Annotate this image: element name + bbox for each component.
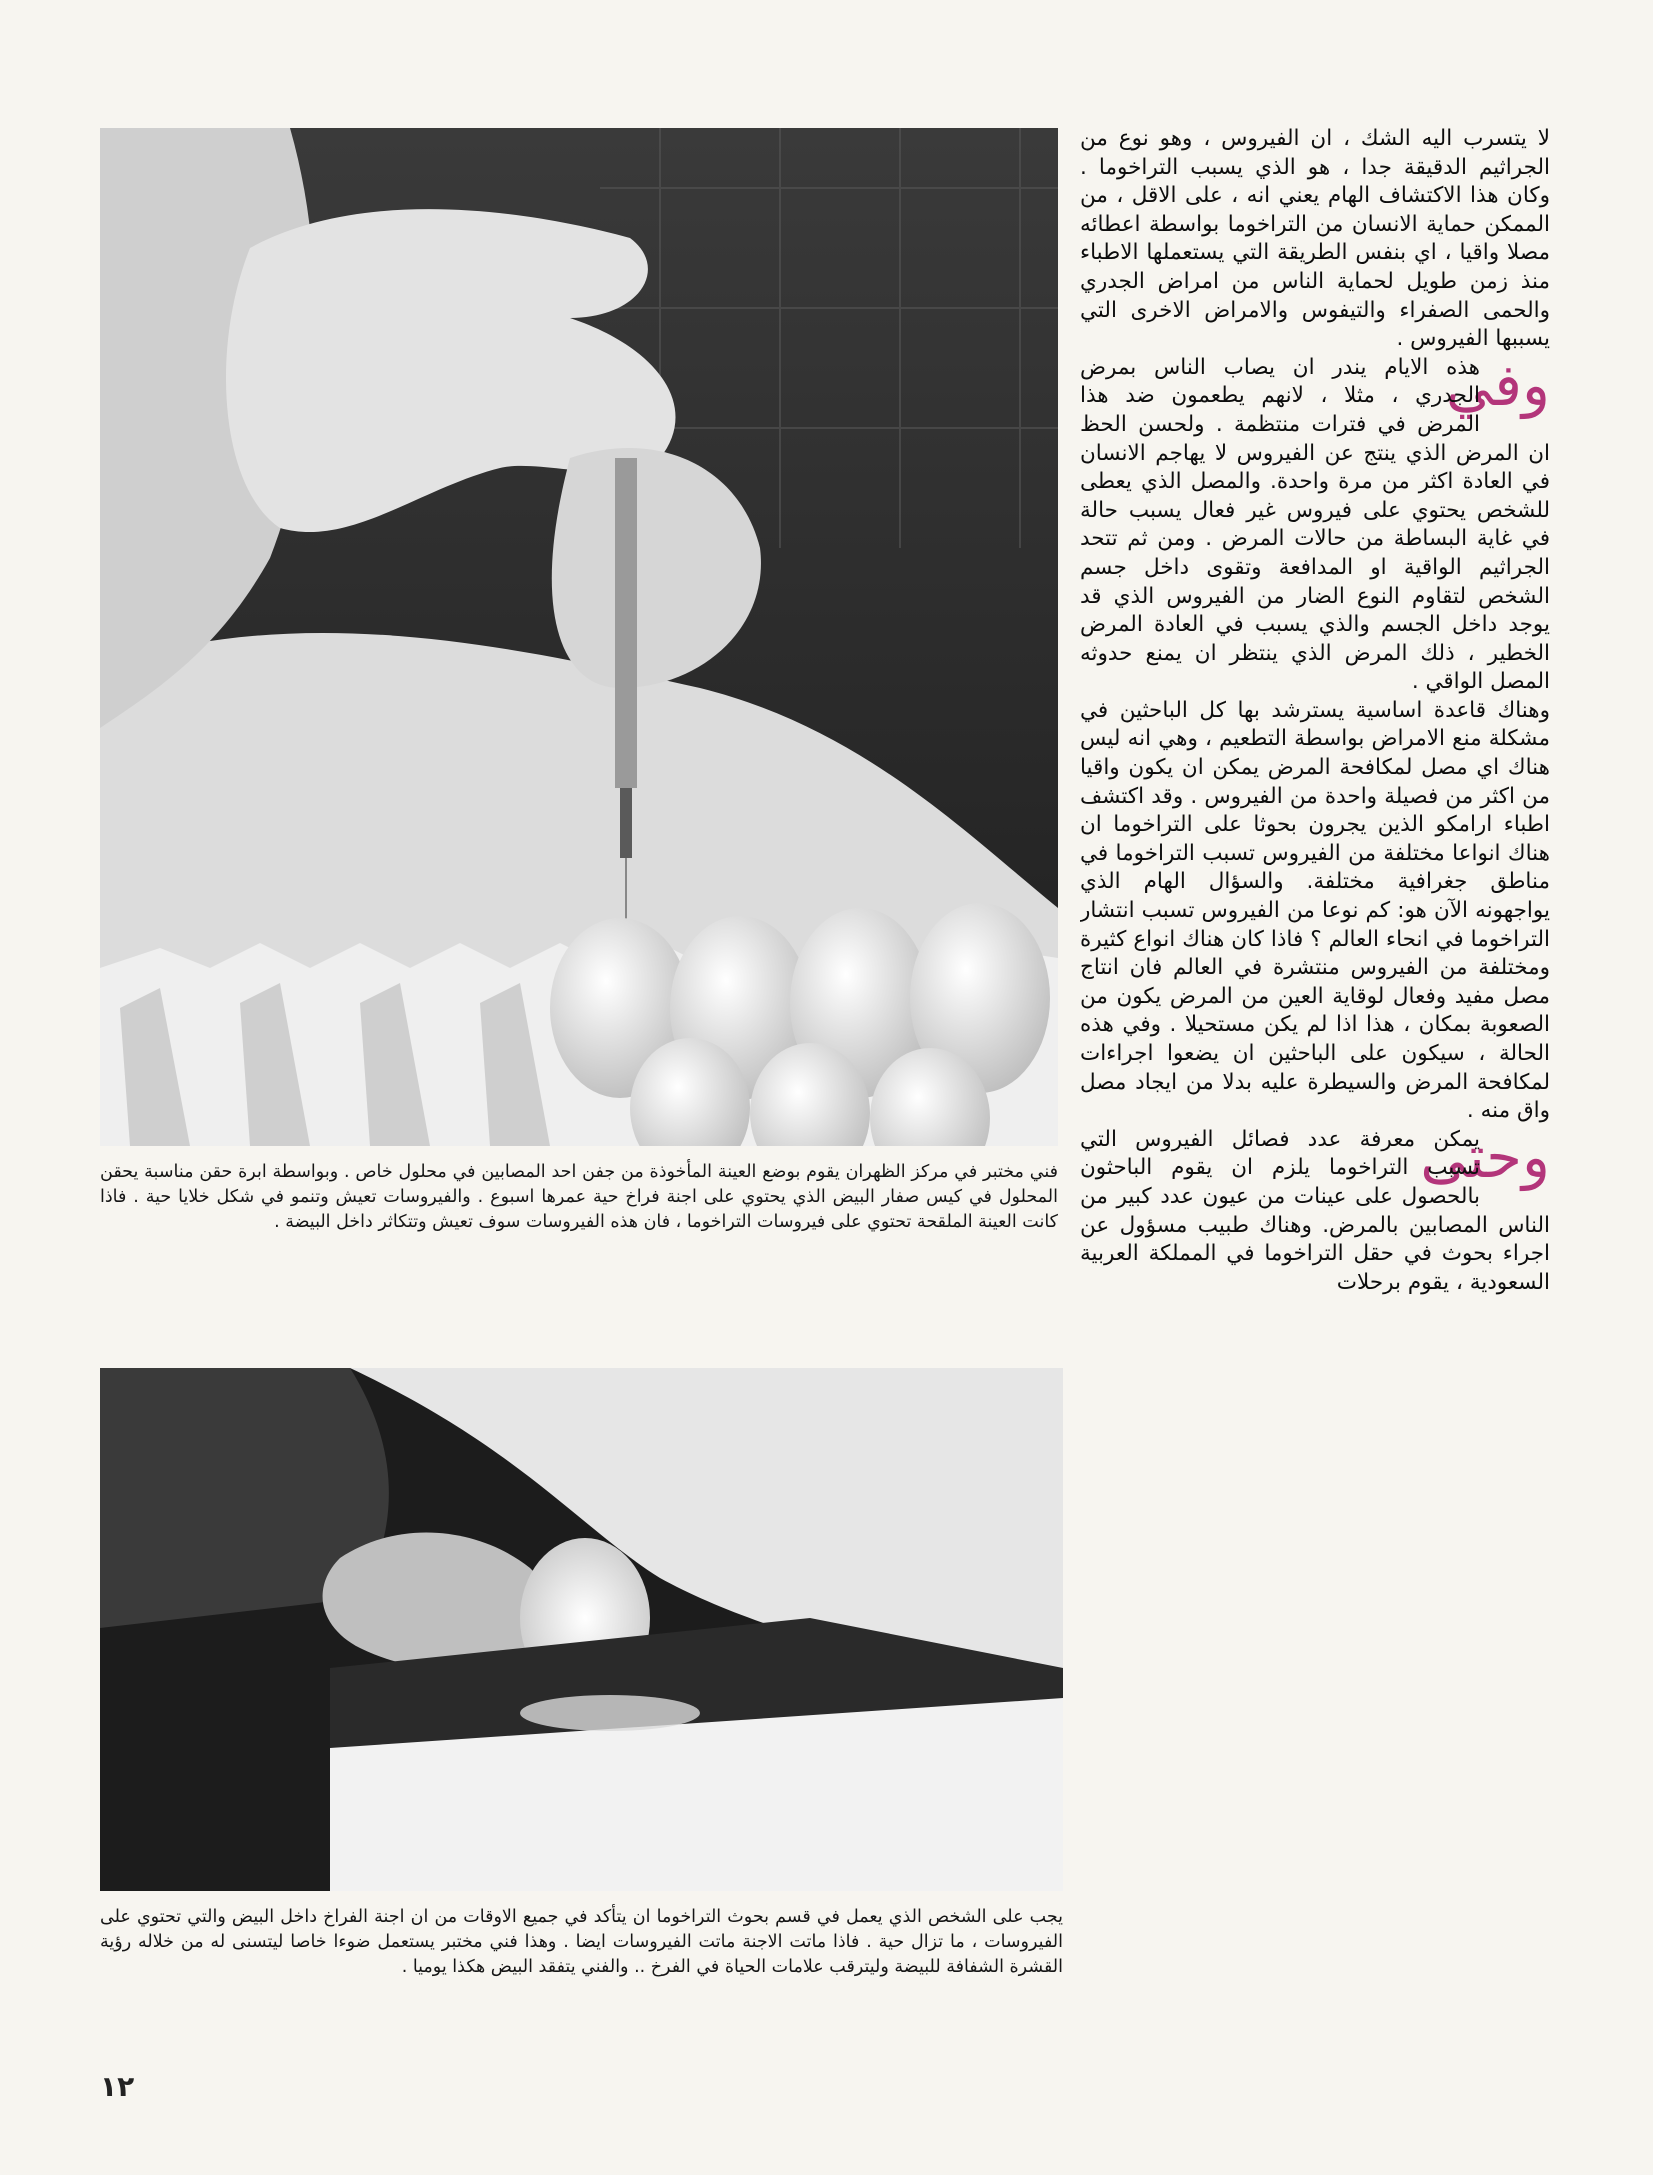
article-paragraph-4-text: يمكن معرفة عدد فصائل الفيروس التي تسبب التراخوما يلزم ان يقوم الباحثون بالحصول على عينات من عيون عدد كبير من الناس المصابين بالمرض. وهناك طبيب مسؤول عن اجراء بحوث في حقل التراخوما في المملكة العربية السعودية ، يقوم برحلات <box>1080 1126 1550 1295</box>
article-column <box>1080 125 1550 2135</box>
page-number: ١٢ <box>100 2070 135 2103</box>
article-paragraph-4 <box>1080 1122 1550 1298</box>
photo-egg-candling <box>100 1368 1063 1891</box>
caption-top: فني مختبر في مركز الظهران يقوم بوضع العينة المأخوذة من جفن احد المصابين في محلول خاص . وبواسطة ابرة حقن مناسبة يحقن المحلول في كيس صفار البيض الذي يحتوي على اجنة فراخ حية عمرها اسبوع . والفيروسات تعيش وتنمو في شكل خلايا حية . فاذا كانت العينة الملقحة تحتوي على فيروسات التراخوما ، فان هذه الفيروسات سوف تعيش وتتكاثر داخل البيضة . <box>100 1162 1058 1232</box>
dropcap-hatta: وحتى <box>1420 1122 1550 1191</box>
article-paragraph-3: وهناك قاعدة اساسية يسترشد بها كل الباحثين في مشكلة منع الامراض بواسطة التطعيم ، وهي انه ليس هناك اي مصل لمكافحة المرض يمكن ان يكون واقيا من اكثر من فصيلة واحدة من الفيروس . وقد اكتشف اطباء ارامكو الذين يجرون بحوثا على التراخوما ان هناك انواعا مختلفة من الفيروس تسبب التراخوما في مناطق جغرافية مختلفة. والسؤال الهام الذي يواجهونه الآن هو: كم نوعا من الفيروس تسبب انتشار التراخوما في انحاء العالم ؟ فاذا كان هناك انواع كثيرة ومختلفة من الفيروس منتشرة في العالم فان انتاج مصل مفيد وفعال لوقاية العين من المرض يكون من الصعوبة بمكان ، هذا اذا لم يكن مستحيلا . وفي هذه الحالة ، سيكون على الباحثين ان يضعوا اجراءات لمكافحة المرض والسيطرة عليه بدلا من ايجاد مصل واق منه . <box>1080 697 1550 1124</box>
caption-bottom: يجب على الشخص الذي يعمل في قسم بحوث التراخوما ان يتأكد في جميع الاوقات من ان اجنة الفراخ داخل البيض والتي تحتوي على الفيروسات ، ما تزال حية . فاذا ماتت الاجنة ماتت الفيروسات ايضا . وهذا فني مختبر يستعمل ضوءا خاصا ليتسنى له من خلاله رؤية القشرة الشفافة للبيضة وليترقب علامات الحياة في الفرخ .. والفني يتفقد البيض هكذا يوميا . <box>100 1907 1063 1977</box>
photo-egg-injection <box>100 128 1058 1146</box>
article-paragraph-2 <box>1080 350 1550 697</box>
dropcap-wafi: وفي <box>1445 350 1550 419</box>
article-paragraph-2-text: هذه الايام يندر ان يصاب الناس بمرض الجدري ، مثلا ، لانهم يطعمون ضد هذا المرض في فترات منتظمة . ولحسن الحظ ان المرض الذي ينتج عن الفيروس لا يهاجم الانسان في العادة اكثر من مرة واحدة. والمصل الذي يعطى للشخص يحتوي على فيروس غير فعال يسبب حالة في غاية البساطة من حالات المرض . ومن ثم تتحد الجراثيم الواقية او المدافعة وتقوى داخل جسم الشخص لتقاوم النوع الضار من الفيروس الذي قد يوجد داخل الجسم والذي يسبب في العادة المرض الخطير ، ذلك المرض الذي ينتظر ان يمنع حدوثه المصل الواقي . <box>1080 354 1550 695</box>
article-paragraph-1: لا يتسرب اليه الشك ، ان الفيروس ، وهو نوع من الجراثيم الدقيقة جدا ، هو الذي يسبب التراخوما . وكان هذا الاكتشاف الهام يعني انه ، على الاقل ، من الممكن حماية الانسان من التراخوما بواسطة اعطائه مصلا واقيا ، اي بنفس الطريقة التي يستعملها الاطباء منذ زمن طويل لحماية الناس من امراض الجدري والحمى الصفراء والتيفوس والامراض الاخرى التي يسببها الفيروس . <box>1080 126 1550 352</box>
photo-egg-candling-image <box>100 1368 1063 1891</box>
photo-egg-injection-image <box>100 128 1058 1146</box>
